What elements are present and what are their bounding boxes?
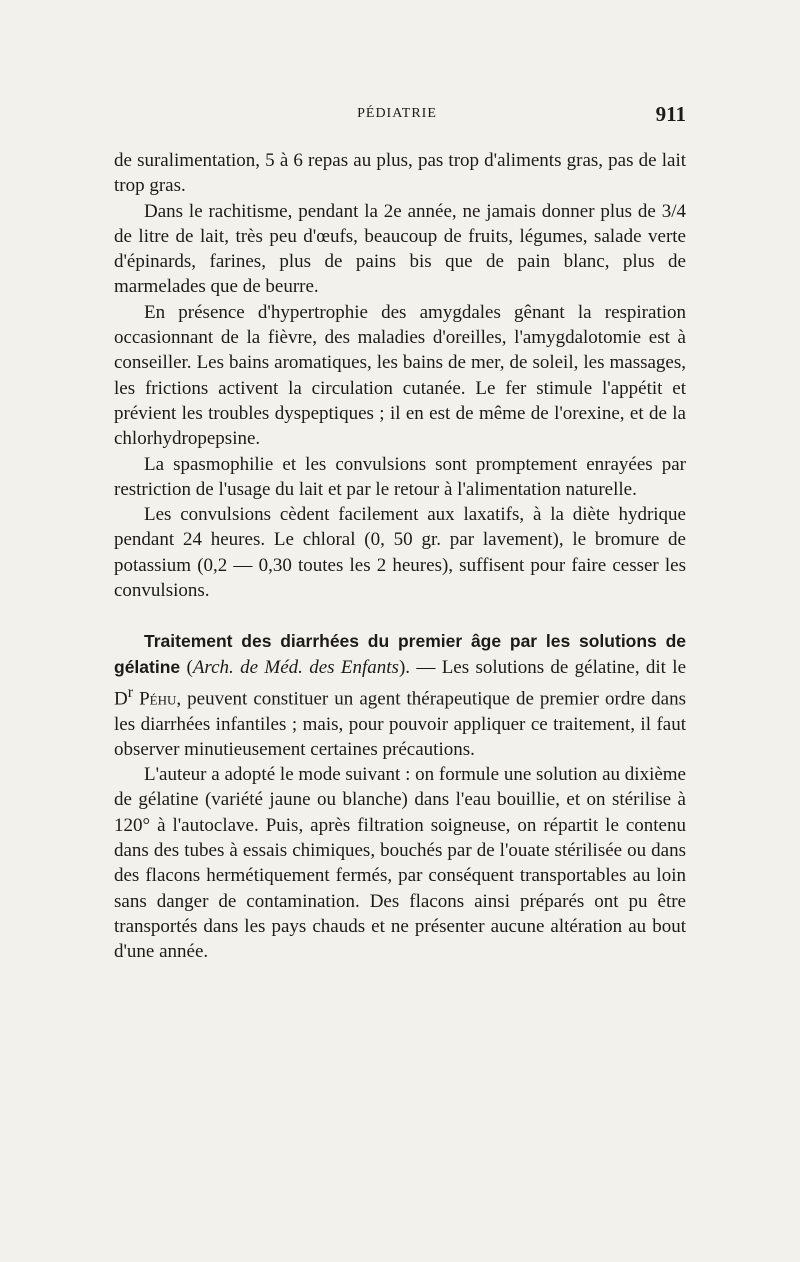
section-divider-space <box>114 603 686 629</box>
source-citation: Arch. de Méd. des Enfants <box>192 656 399 678</box>
paragraph-spasmophilie: La spasmophilie et les convulsions sont promptement enrayées par restriction de l'usage du lait et par le retour à l'alimentation naturelle. <box>114 453 686 500</box>
intro-text-a: — Les solutions de gélatine, dit le D <box>114 656 687 710</box>
running-title: PÉDIATRIE <box>357 106 437 121</box>
running-head <box>108 102 686 130</box>
body-text <box>114 148 686 965</box>
source-open: ( <box>180 656 193 678</box>
section-heading: Traitement des diarrhées du premier âge par les solutions de gélatine <box>114 631 686 677</box>
intro-text-b: , peuvent constituer un agent thérapeutique de premier ordre dans les diarrhées infantiles ; mais, pour pouvoir appliquer ce traitement, il faut observer minutieusement certaines précautions. <box>114 688 686 760</box>
paragraph-rachitisme: Dans le rachitisme, pendant la 2e année, ne jamais donner plus de 3/4 de litre de lait, très peu d'œufs, beaucoup de fruits, légumes, salade verte d'épinards, farines, plus de pains bis que de pain blanc, plus de marmelades que de beurre. <box>114 200 686 298</box>
paragraph-continuation: de suralimentation, 5 à 6 repas au plus, pas trop d'aliments gras, pas de lait trop gras. <box>114 150 686 197</box>
paragraph-mode-suivant: L'auteur a adopté le mode suivant : on formule une solution au dixième de gélatine (variété jaune ou blanche) dans l'eau bouillie, et on stérilise à 120° à l'autoclave. Puis, après filtration soigneuse, on répartit le contenu dans des tubes à essais chimiques, bouchés par de l'ouate stérilisée ou dans des flacons hermétiquement fermés, par conséquent transportables au loin sans danger de contamination. Des flacons ainsi préparés ont pu être transportés dans les pays chauds et ne présenter aucune altération au bout d'une année. <box>114 764 686 963</box>
page-number: 911 <box>655 102 686 126</box>
paragraph-amygdales: En présence d'hypertrophie des amygdales gênant la respiration occasionnant de la fièvre, des maladies d'oreilles, l'amygdalotomie est à conseiller. Les bains aromatiques, les bains de mer, de soleil, les massages, les frictions activent la circulation cutanée. Le fer stimule l'appétit et prévient les troubles dyspeptiques ; il en est de même de l'orexine, et de la chlorhydropepsine. <box>114 301 686 450</box>
section-paragraph-gelatine <box>114 629 686 762</box>
doctor-title-sup: r <box>127 683 134 701</box>
source-close: ). <box>398 656 411 678</box>
doctor-name: Péhu <box>139 688 177 710</box>
paragraph-convulsions: Les convulsions cèdent facilement aux laxatifs, à la diète hydrique pendant 24 heures. Le chloral (0, 50 gr. par lavement), le bromure de potassium (0,2 — 0,30 toutes les 2 heures), suffisent pour faire cesser les convulsions. <box>114 504 686 602</box>
